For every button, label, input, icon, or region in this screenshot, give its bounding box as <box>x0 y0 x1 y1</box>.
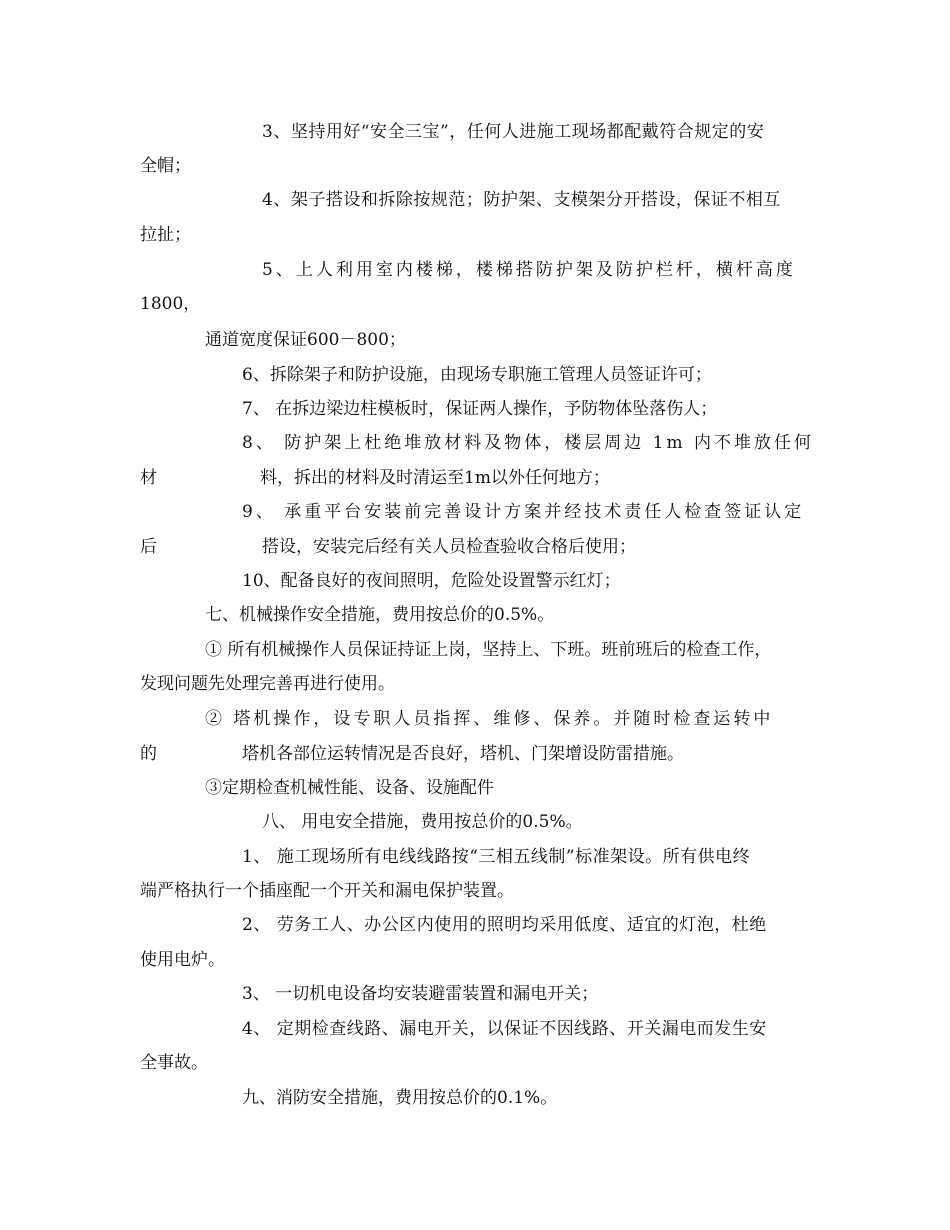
power-item-4-line-1: 4、 定期检查线路、漏电开关，以保证不因线路、开关漏电而发生安 <box>242 1019 767 1039</box>
item-5-line-1: 5、上人利用室内楼梯，楼梯搭防护架及防护栏杆，横杆高度 <box>262 260 796 280</box>
item-4-line-2: 拉扯； <box>140 225 191 245</box>
item-6: 6、拆除架子和防护设施，由现场专职施工管理人员签证许可； <box>242 365 712 385</box>
item-7: 7、 在拆边梁边柱模板时，保证两人操作，予防物体坠落伤人； <box>242 399 718 419</box>
machine-item-2-line-2: 塔机各部位运转情况是否良好，塔机、门架增设防雷措施。 <box>242 744 684 764</box>
machine-item-1-line-1: ① 所有机械操作人员保证持证上岗，坚持上、下班。班前班后的检查工作， <box>205 640 772 660</box>
item-9-line-2-start: 后 <box>140 537 157 557</box>
power-item-2-line-1: 2、 劳务工人、办公区内使用的照明均采用低度、适宜的灯泡，杜绝 <box>242 915 767 935</box>
item-8-line-2: 料，拆出的材料及时清运至1m以外任何地方； <box>260 468 610 488</box>
power-item-3: 3、 一切机电设备均安装避雷装置和漏电开关； <box>242 984 599 1004</box>
item-9-line-2: 搭设，安装完后经有关人员检查验收合格后使用； <box>262 537 636 557</box>
machine-item-3: ③定期检查机械性能、设备、设施配件 <box>205 778 494 798</box>
item-8-line-1: 8、 防护架上杜绝堆放材料及物体，楼层周边 1m 内不堆放任何 <box>242 433 814 453</box>
item-3-line-1: 3、坚持用好“安全三宝”，任何人进施工现场都配戴符合规定的安 <box>262 122 765 142</box>
power-item-1-line-1: 1、 施工现场所有电线线路按“三相五线制”标准架设。所有供电终 <box>242 847 751 867</box>
power-item-4-line-2: 全事故。 <box>140 1053 208 1073</box>
machine-item-2-line-2-start: 的 <box>140 744 157 764</box>
section-7-heading: 七、机械操作安全措施，费用按总价的0.5%。 <box>205 605 555 625</box>
item-5-line-2: 1800， <box>140 294 201 314</box>
machine-item-2-line-1: ② 塔机操作，设专职人员指挥、维修、保养。并随时检查运转中 <box>205 709 774 729</box>
item-9-line-1: 9、 承重平台安装前完善设计方案并经技术责任人检查签证认定 <box>242 502 805 522</box>
item-10: 10、配备良好的夜间照明，危险处设置警示红灯； <box>242 571 621 591</box>
power-item-2-line-2: 使用电炉。 <box>140 950 225 970</box>
section-8-heading: 八、 用电安全措施，费用按总价的0.5%。 <box>262 812 583 832</box>
item-8-line-2-start: 材 <box>140 468 157 488</box>
item-3-line-2: 全帽； <box>140 156 191 176</box>
section-9-heading: 九、消防安全措施，费用按总价的0.1%。 <box>242 1088 558 1108</box>
item-4-line-1: 4、架子搭设和拆除按规范；防护架、支模架分开搭设，保证不相互 <box>262 190 781 210</box>
power-item-1-line-2: 端严格执行一个插座配一个开关和漏电保护装置。 <box>140 881 514 901</box>
machine-item-1-line-2: 发现问题先处理完善再进行使用。 <box>140 674 395 694</box>
item-5-line-3: 通道宽度保证600－800； <box>205 330 406 350</box>
